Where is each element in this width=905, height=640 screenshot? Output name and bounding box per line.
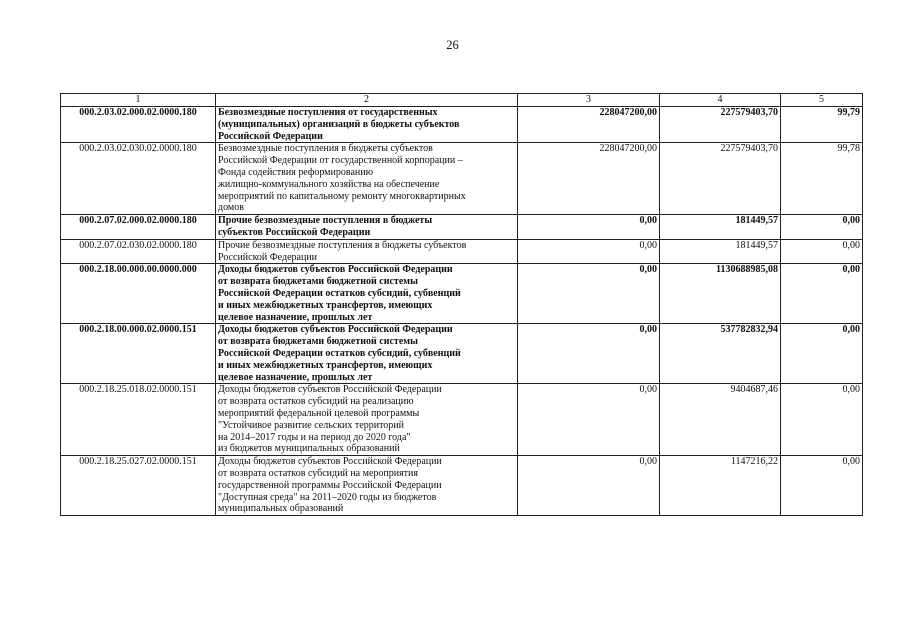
name-cell: Безвозмездные поступления в бюджеты субъектов Российской Федерации от государственной корпорации – Фонда содействия реформированию жилищно-коммунального хозяйства на обеспечение мероприятий по капитальному ремонту многоквартирных домов [216, 143, 518, 215]
name-cell: Прочие безвозмездные поступления в бюджеты субъектов Российской Федерации [216, 215, 518, 240]
actual-amount-cell: 9404687,46 [660, 384, 781, 456]
percent-cell: 0,00 [781, 324, 863, 384]
actual-amount-cell: 537782832,94 [660, 324, 781, 384]
plan-amount-cell: 0,00 [518, 456, 660, 516]
header-row [61, 94, 863, 107]
table-row [61, 384, 863, 456]
table-row [61, 264, 863, 324]
name-cell: Прочие безвозмездные поступления в бюджеты субъектов Российской Федерации [216, 239, 518, 264]
percent-cell: 99,79 [781, 107, 863, 143]
table-row [61, 215, 863, 240]
code-cell: 000.2.18.00.000.02.0000.151 [61, 324, 216, 384]
header-cell-4: 4 [660, 94, 781, 107]
plan-amount-cell: 0,00 [518, 239, 660, 264]
code-cell: 000.2.18.25.027.02.0000.151 [61, 456, 216, 516]
name-cell: Доходы бюджетов субъектов Российской Федерации от возврата остатков субсидий на мероприятия государственной программы Российской Федерации "Доступная среда" на 2011–2020 годы из бюджетов муниципальных образований [216, 456, 518, 516]
header-cell-5: 5 [781, 94, 863, 107]
actual-amount-cell: 1147216,22 [660, 456, 781, 516]
actual-amount-cell: 181449,57 [660, 239, 781, 264]
name-cell: Доходы бюджетов субъектов Российской Федерации от возврата бюджетами бюджетной системы Российской Федерации остатков субсидий, субвенций и иных межбюджетных трансфертов, имеющих целевое назначение, прошлых лет [216, 264, 518, 324]
code-cell: 000.2.18.00.000.00.0000.000 [61, 264, 216, 324]
plan-amount-cell: 0,00 [518, 264, 660, 324]
percent-cell: 0,00 [781, 215, 863, 240]
plan-amount-cell: 228047200,00 [518, 143, 660, 215]
percent-cell: 0,00 [781, 456, 863, 516]
code-cell: 000.2.03.02.030.02.0000.180 [61, 143, 216, 215]
percent-cell: 0,00 [781, 384, 863, 456]
code-cell: 000.2.18.25.018.02.0000.151 [61, 384, 216, 456]
name-cell: Доходы бюджетов субъектов Российской Федерации от возврата остатков субсидий на реализацию мероприятий федеральной целевой программы "Устойчивое развитие сельских территорий на 2014–2017 годы и на период до 2020 года" из бюджетов муниципальных образований [216, 384, 518, 456]
actual-amount-cell: 1130688985,08 [660, 264, 781, 324]
percent-cell: 0,00 [781, 239, 863, 264]
code-cell: 000.2.03.02.000.02.0000.180 [61, 107, 216, 143]
table-row [61, 239, 863, 264]
code-cell: 000.2.07.02.030.02.0000.180 [61, 239, 216, 264]
actual-amount-cell: 227579403,70 [660, 143, 781, 215]
budget-table [60, 93, 863, 516]
code-cell: 000.2.07.02.000.02.0000.180 [61, 215, 216, 240]
name-cell: Доходы бюджетов субъектов Российской Федерации от возврата бюджетами бюджетной системы Российской Федерации остатков субсидий, субвенций и иных межбюджетных трансфертов, имеющих целевое назначение, прошлых лет [216, 324, 518, 384]
name-cell: Безвозмездные поступления от государственных (муниципальных) организаций в бюджеты субъектов Российской Федерации [216, 107, 518, 143]
actual-amount-cell: 181449,57 [660, 215, 781, 240]
header-cell-2: 2 [216, 94, 518, 107]
header-cell-1: 1 [61, 94, 216, 107]
header-cell-3: 3 [518, 94, 660, 107]
percent-cell: 0,00 [781, 264, 863, 324]
table-row [61, 107, 863, 143]
table-row [61, 324, 863, 384]
plan-amount-cell: 228047200,00 [518, 107, 660, 143]
actual-amount-cell: 227579403,70 [660, 107, 781, 143]
plan-amount-cell: 0,00 [518, 384, 660, 456]
table-row [61, 143, 863, 215]
table-row [61, 456, 863, 516]
plan-amount-cell: 0,00 [518, 324, 660, 384]
plan-amount-cell: 0,00 [518, 215, 660, 240]
percent-cell: 99,78 [781, 143, 863, 215]
page-number: 26 [446, 38, 459, 52]
